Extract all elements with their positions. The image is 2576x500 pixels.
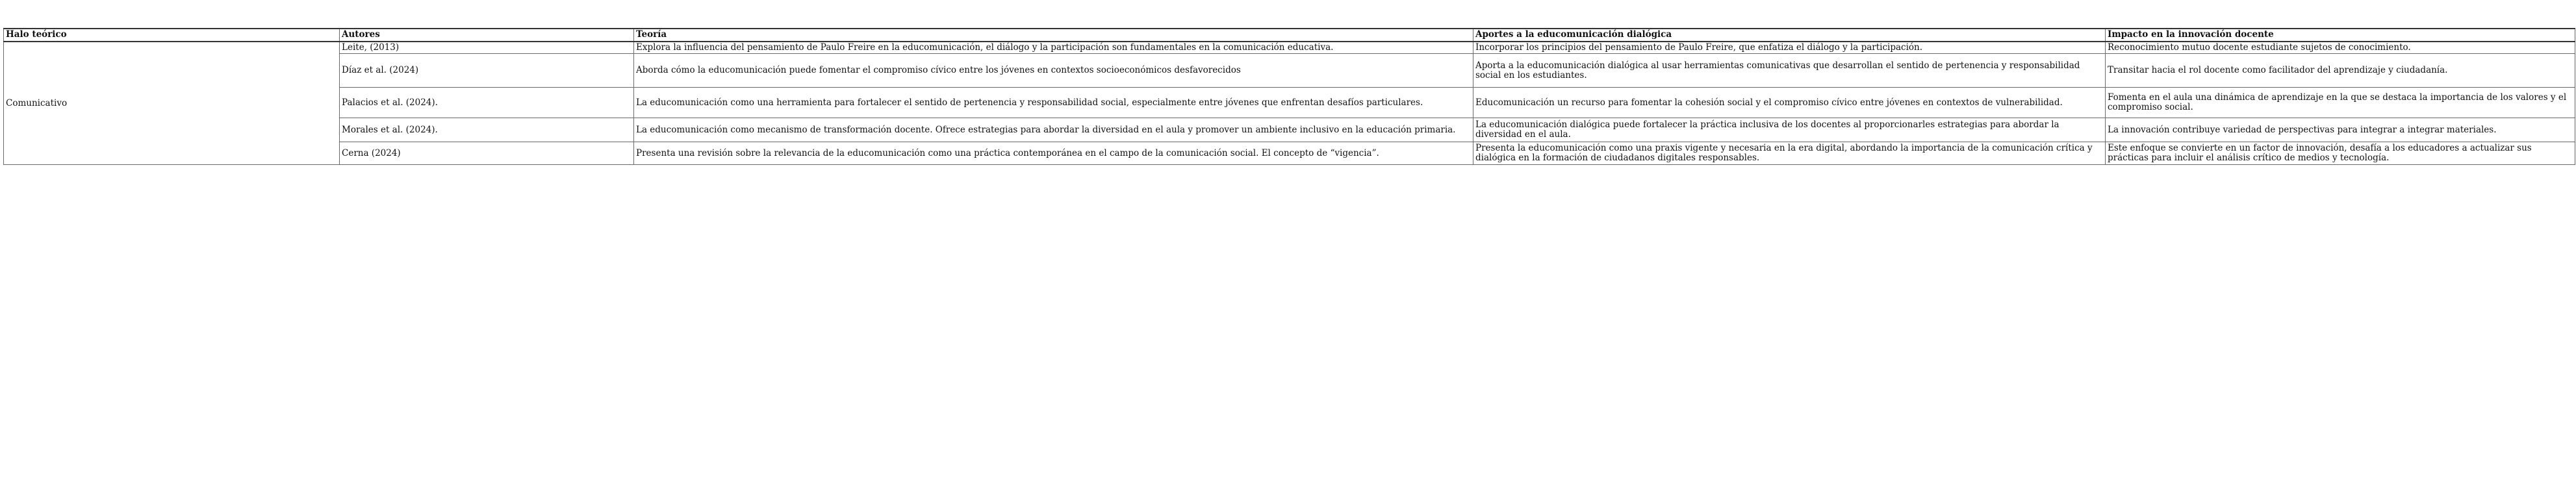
table-header xyxy=(4,29,2575,42)
table-row xyxy=(4,88,2575,118)
literature-table xyxy=(3,28,2575,165)
aportes-cell: La educomunicación dialógica puede fortalecer la práctica inclusiva de los docentes al proporcionarles estrategias para abordar la diversidad en el aula. xyxy=(1473,118,2106,142)
impacto-cell: Reconocimiento mutuo docente estudiante sujetos de conocimiento. xyxy=(2106,42,2575,54)
header-autores: Autores xyxy=(340,29,634,42)
impacto-cell: La innovación contribuye variedad de perspectivas para integrar a integrar materiales. xyxy=(2106,118,2575,142)
impacto-cell: Fomenta en el aula una dinámica de aprendizaje en la que se destaca la importancia de los valores y el compromiso social. xyxy=(2106,88,2575,118)
table-row xyxy=(4,42,2575,54)
teoria-cell: La educomunicación como mecanismo de transformación docente. Ofrece estrategias para abordar la diversidad en el aula y promover un ambiente inclusivo en la educación primaria. xyxy=(634,118,1473,142)
aportes-cell: Educomunicación un recurso para fomentar la cohesión social y el compromiso cívico entre jóvenes en contextos de vulnerabilidad. xyxy=(1473,88,2106,118)
autores-cell: Leite, (2013) xyxy=(340,42,634,54)
header-impacto: Impacto en la innovación docente xyxy=(2106,29,2575,42)
teoria-cell: La educomunicación como una herramienta para fortalecer el sentido de pertenencia y responsabilidad social, especialmente entre jóvenes que enfrentan desafíos particulares. xyxy=(634,88,1473,118)
header-aportes: Aportes a la educomunicación dialógica xyxy=(1473,29,2106,42)
teoria-cell: Explora la influencia del pensamiento de Paulo Freire en la educomunicación, el diálogo y la participación son fundamentales en la comunicación educativa. xyxy=(634,42,1473,54)
autores-cell: Palacios et al. (2024). xyxy=(340,88,634,118)
aportes-cell: Presenta la educomunicación como una praxis vigente y necesaria en la era digital, abordando la importancia de la comunicación crítica y dialógica en la formación de ciudadanos digitales responsables. xyxy=(1473,142,2106,165)
autores-cell: Díaz et al. (2024) xyxy=(340,54,634,88)
table-row xyxy=(4,142,2575,165)
header-teoria: Teoría xyxy=(634,29,1473,42)
table-row xyxy=(4,54,2575,88)
table-body xyxy=(4,42,2575,165)
aportes-cell: Aporta a la educomunicación dialógica al usar herramientas comunicativas que desarrollan el sentido de pertenencia y responsabilidad social en los estudiantes. xyxy=(1473,54,2106,88)
teoria-cell: Aborda cómo la educomunicación puede fomentar el compromiso cívico entre los jóvenes en contextos socioeconómicos desfavorecidos xyxy=(634,54,1473,88)
halo-cell: Comunicativo xyxy=(4,42,340,165)
teoria-cell: Presenta una revisión sobre la relevancia de la educomunicación como una práctica contemporánea en el campo de la comunicación social. El concepto de “vigencia”. xyxy=(634,142,1473,165)
table-row xyxy=(4,118,2575,142)
aportes-cell: Incorporar los principios del pensamiento de Paulo Freire, que enfatiza el diálogo y la participación. xyxy=(1473,42,2106,54)
impacto-cell: Este enfoque se convierte en un factor de innovación, desafía a los educadores a actualizar sus prácticas para incluir el análisis crítico de medios y tecnología. xyxy=(2106,142,2575,165)
header-row xyxy=(4,29,2575,42)
autores-cell: Morales et al. (2024). xyxy=(340,118,634,142)
impacto-cell: Transitar hacia el rol docente como facilitador del aprendizaje y ciudadanía. xyxy=(2106,54,2575,88)
autores-cell: Cerna (2024) xyxy=(340,142,634,165)
header-halo-teorico: Halo teórico xyxy=(4,29,340,42)
